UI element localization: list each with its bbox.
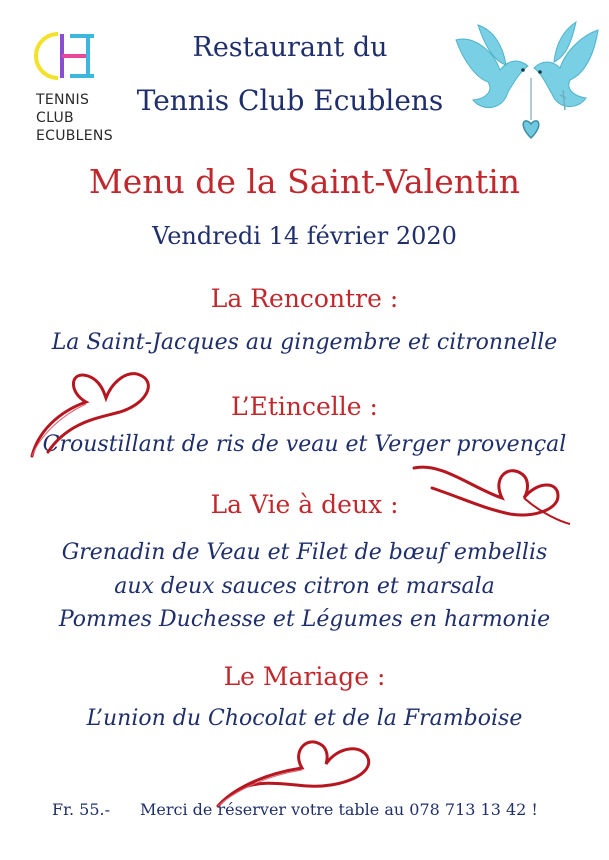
event-date: Vendredi 14 février 2020 bbox=[152, 222, 457, 250]
logo-text-club: CLUB bbox=[36, 110, 74, 126]
course-name-mariage: Le Mariage : bbox=[223, 662, 386, 691]
restaurant-title-line1: Restaurant du bbox=[192, 32, 388, 63]
ribbon-heart-icon bbox=[28, 352, 168, 462]
course-name-rencontre: La Rencontre : bbox=[210, 284, 399, 313]
ribbon-heart-icon bbox=[212, 728, 380, 808]
dish-vie-a-deux-1: Grenadin de Veau et Filet de bœuf embellis bbox=[61, 540, 548, 565]
price: Fr. 55.- bbox=[52, 800, 111, 819]
logo-text-tennis: TENNIS bbox=[36, 92, 90, 108]
doves-heart-icon bbox=[448, 20, 603, 155]
reservation-note: Merci de réserver votre table au 078 713 13 42 ! bbox=[140, 800, 538, 819]
dish-rencontre: La Saint-Jacques au gingembre et citronnelle bbox=[51, 330, 558, 355]
dish-mariage: L’union du Chocolat et de la Framboise bbox=[86, 706, 523, 731]
restaurant-title-line2: Tennis Club Ecublens bbox=[136, 84, 444, 117]
dish-vie-a-deux-2: aux deux sauces citron et marsala bbox=[114, 574, 495, 599]
dish-vie-a-deux-3: Pommes Duchesse et Légumes en harmonie bbox=[58, 607, 551, 632]
course-name-etincelle: L’Etincelle : bbox=[231, 392, 378, 421]
menu-title: Menu de la Saint-Valentin bbox=[88, 162, 521, 201]
dish-etincelle: Croustillant de ris de veau et Verger provençal bbox=[42, 432, 567, 457]
ribbon-heart-icon bbox=[412, 458, 572, 530]
tennis-club-logo-icon bbox=[28, 30, 108, 82]
logo-text-ecublens: ECUBLENS bbox=[36, 128, 113, 144]
course-name-vie-a-deux: La Vie à deux : bbox=[210, 490, 399, 519]
